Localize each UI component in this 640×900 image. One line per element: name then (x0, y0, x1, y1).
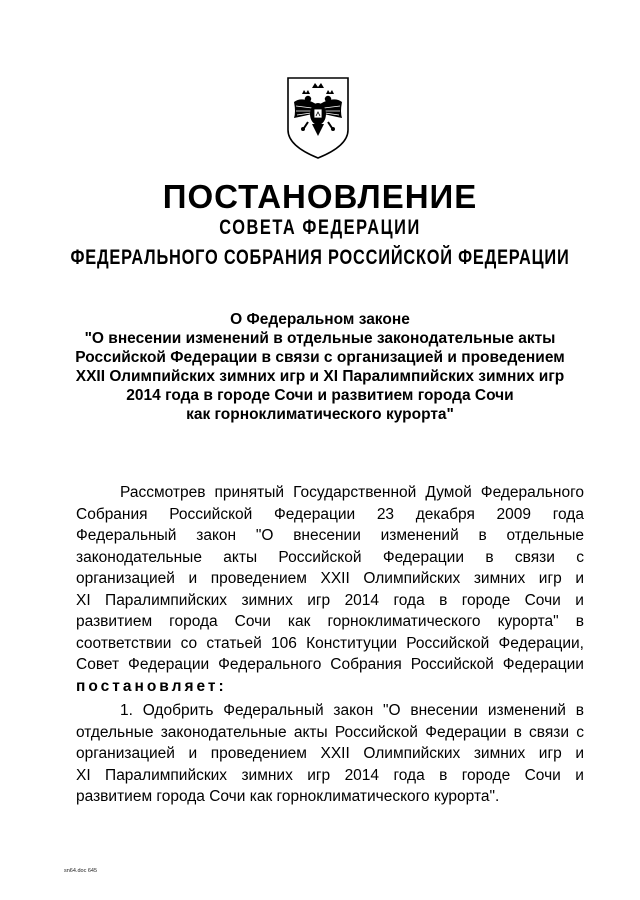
paragraph-word: отдельные (506, 527, 584, 544)
paragraph-word: городе (461, 766, 511, 784)
paragraph-line (76, 611, 584, 633)
paragraph-word: Федерального (480, 484, 584, 501)
paragraph-word: связи (529, 723, 569, 741)
paragraph-line (76, 590, 584, 612)
paragraph-line (76, 654, 584, 676)
paragraph-word: Сочи (234, 613, 271, 630)
paragraph-word: "О (383, 702, 401, 719)
paragraph-word: XI (76, 591, 91, 609)
document-title: ПОСТАНОВЛЕНИЕ (162, 178, 478, 215)
paragraph-word: города (169, 613, 218, 630)
paragraph-word: и (575, 591, 584, 609)
paragraph-word: законодательные (160, 723, 287, 741)
paragraph-word: проведением (210, 745, 307, 762)
paragraph-word: проведением (210, 570, 307, 587)
paragraph-word: Думой (425, 484, 472, 501)
law-heading (60, 310, 580, 424)
paragraph-word: акты (293, 723, 328, 741)
paragraph-word: в (439, 591, 448, 609)
paragraph-word: Одобрить (142, 702, 214, 719)
paragraph-line (76, 482, 584, 504)
paragraph-word: внесении (410, 702, 479, 719)
paragraph-word: и (575, 745, 584, 762)
paragraph-word: в (575, 702, 584, 719)
paragraph-word: 1. (120, 702, 133, 719)
paragraph-line (76, 568, 584, 590)
footer-doc-code: sn64.doc 645 (64, 868, 98, 874)
paragraph-word: Федеральный (76, 527, 177, 544)
paragraph-word: Совет (76, 656, 120, 673)
paragraph-line (76, 765, 584, 787)
paragraph-word: 23 (376, 505, 395, 523)
paragraph-word: Паралимпийских (105, 591, 228, 609)
paragraph-line (76, 525, 584, 547)
paragraph-word: Российской (278, 548, 362, 566)
paragraph-word: организацией (76, 570, 175, 587)
paragraph-word: "О (255, 527, 274, 544)
paragraph-word: XI (76, 766, 91, 784)
paragraph-word: соответствии (76, 634, 172, 652)
paragraph-word: и (188, 570, 198, 587)
paragraph-word: организацией (76, 745, 175, 762)
paragraph-word: Государственной (293, 484, 417, 501)
law-heading-line: "О внесении изменений в отдельные законодательные акты (84, 330, 556, 347)
paragraph-line (76, 722, 584, 744)
paragraph-word: в (513, 723, 522, 741)
paragraph-word: года (393, 766, 425, 784)
paragraph-word: изменений (380, 527, 459, 544)
paragraph-word: XXII (320, 570, 350, 587)
paragraph-word: игр (307, 591, 331, 609)
paragraph-word: Конституции (306, 634, 398, 652)
paragraph-word: Федерации (128, 656, 210, 673)
paragraph-word: закон (333, 702, 374, 719)
paragraph-word: Паралимпийских (105, 766, 228, 784)
paragraph-word: 2014 (344, 766, 380, 784)
paragraph-word: Федерации (425, 723, 507, 741)
resolution-item-1 (76, 700, 584, 808)
law-heading-line: 2014 года в городе Сочи и развитием города Сочи (126, 387, 514, 404)
paragraph-word: Российской (334, 723, 418, 741)
paragraph-word: Российской (169, 505, 253, 523)
paragraph-word: со (180, 634, 198, 652)
law-heading-line: Российской Федерации в связи с организацией и проведением (75, 349, 565, 366)
paragraph-word: в (478, 527, 487, 544)
paragraph-word: статьей (206, 634, 262, 652)
paragraph-word: горноклиматического (327, 613, 481, 630)
paragraph-line (76, 633, 584, 655)
preamble-paragraph (76, 482, 584, 697)
paragraph-word: зимних (241, 766, 293, 784)
paragraph-word: с (576, 548, 584, 566)
paragraph-word: закон (196, 527, 237, 544)
paragraph-word: курорта" (497, 613, 559, 630)
paragraph-word: года (552, 505, 584, 523)
paragraph-word: игр (538, 745, 562, 762)
paragraph-word: декабря (415, 505, 475, 523)
resolution-line (76, 676, 584, 698)
paragraph-word: зимних (473, 745, 526, 762)
paragraph-word: в (439, 766, 448, 784)
paragraph-line (76, 743, 584, 765)
paragraph-word: 2014 (344, 591, 380, 609)
paragraph-word: и (575, 570, 584, 587)
paragraph-word: акты (223, 548, 258, 566)
paragraph-line (76, 700, 584, 722)
paragraph-word: зимних (473, 570, 526, 587)
paragraph-word: Российской (410, 656, 494, 673)
paragraph-word: в (485, 548, 494, 566)
paragraph-word: XXII (320, 745, 350, 762)
paragraph-word: в (575, 613, 584, 630)
paragraph-word: и (575, 766, 584, 784)
paragraph-word: Собрания (76, 505, 148, 523)
paragraph-word: Собрания (330, 656, 402, 673)
coat-of-arms-icon (282, 72, 354, 164)
paragraph-word: Российской (406, 634, 490, 652)
law-heading-line: как горноклиматического курорта" (186, 406, 454, 423)
paragraph-word: игр (307, 766, 331, 784)
paragraph-word: года (393, 591, 425, 609)
paragraph-word: Олимпийских (363, 745, 461, 762)
paragraph-word: принятый (214, 484, 285, 501)
paragraph-line (76, 547, 584, 569)
paragraph-word: изменений (487, 702, 566, 719)
paragraph-word: Федерации (273, 505, 356, 523)
paragraph-word: Олимпийских (363, 570, 461, 587)
paragraph-word: городе (461, 591, 511, 609)
paragraph-word: с (576, 723, 584, 741)
resolution-word: постановляет: (76, 677, 227, 695)
paragraph-word: как (287, 613, 311, 630)
law-heading-line: XXII Олимпийских зимних игр и XI Паралимпийских зимних игр (75, 368, 565, 385)
paragraph-word: законодательные (76, 548, 202, 566)
paragraph-word: игр (538, 570, 562, 587)
document-subtitle-council: СОВЕТА ФЕДЕРАЦИИ (219, 216, 421, 239)
law-heading-line: О Федеральном законе (230, 311, 410, 328)
paragraph-word: Федерации (382, 548, 464, 566)
paragraph-word: развитием (76, 613, 153, 630)
paragraph-word: Федерального (218, 656, 322, 673)
paragraph-word: Федеральный (223, 702, 324, 719)
paragraph-word: зимних (241, 591, 293, 609)
paragraph-word: внесении (293, 527, 361, 544)
paragraph-word: Сочи (524, 591, 561, 609)
paragraph-word: связи (514, 548, 555, 566)
paragraph-word: Сочи (524, 766, 561, 784)
paragraph-word: отдельные (76, 723, 154, 741)
paragraph-last-line (76, 786, 584, 808)
paragraph-word: Федерации, (498, 634, 584, 652)
paragraph-word: 106 (271, 634, 297, 652)
paragraph-word: 2009 (496, 505, 532, 523)
paragraph-last-text: развитием города Сочи как горноклиматического курорта". (76, 788, 500, 805)
paragraph-word: Рассмотрев (120, 484, 206, 501)
document-subtitle-assembly: ФЕДЕРАЛЬНОГО СОБРАНИЯ РОССИЙСКОЙ ФЕДЕРАЦИИ (70, 246, 570, 269)
paragraph-line (76, 504, 584, 526)
paragraph-word: и (188, 745, 198, 762)
paragraph-word: Федерации (502, 656, 584, 673)
